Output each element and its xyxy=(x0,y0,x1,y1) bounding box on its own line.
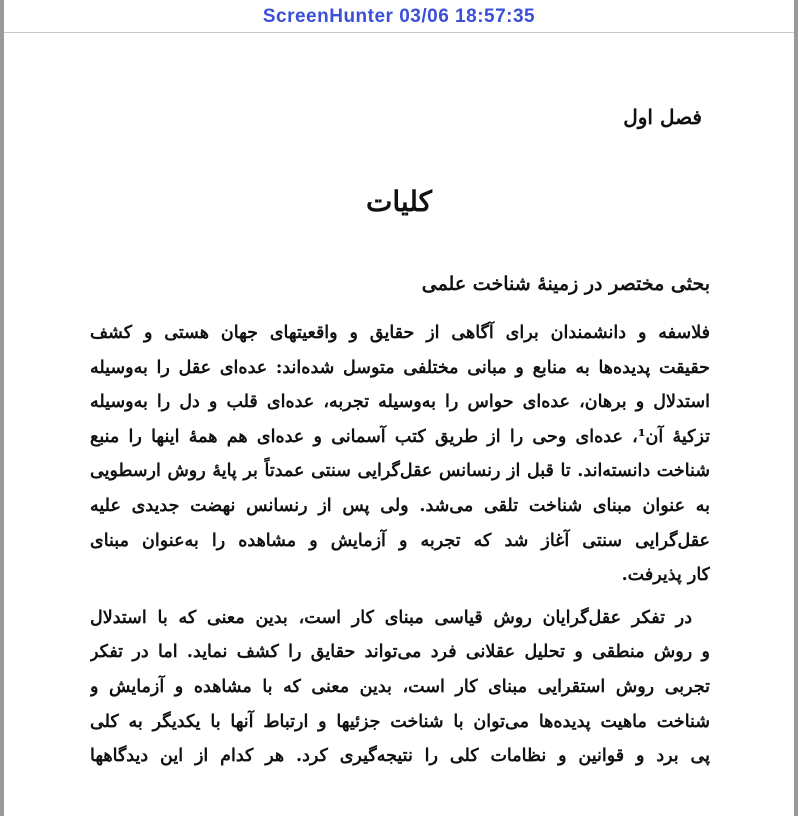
chapter-heading: فصل اول xyxy=(623,105,702,129)
paragraph-2-line: و روش منطقی و تحلیل عقلانی فرد می‌تواند حقایق را کشف نماید. اما در تفکر xyxy=(90,642,710,663)
scanned-page xyxy=(4,32,794,817)
window-right-border xyxy=(794,0,798,816)
paragraph-gap xyxy=(90,593,710,601)
screenhunter-watermark: ScreenHunter 03/06 18:57:35 xyxy=(262,6,536,27)
paragraph-1-line: به عنوان مبنای شناخت تلقی می‌شد. ولی پس از رنسانس نهضت جدیدی علیه xyxy=(90,495,710,516)
paragraph-2-line: در تفکر عقل‌گرایان روش قیاسی مبنای کار است، بدین معنی که با استدلال xyxy=(90,607,692,628)
paragraph-1-line: عقل‌گرایی سنتی آغاز شد که تجربه و آزمایش و مشاهده را به‌عنوان مبنای xyxy=(90,530,710,551)
paragraph-1-line: حقیقت پدیده‌ها به منابع و مبانی مختلفی متوسل شده‌اند: عده‌ای عقل را به‌وسیله xyxy=(90,357,710,378)
paragraph-1-line: کار پذیرفت. xyxy=(621,565,710,586)
paragraph-2-line: پی برد و قوانین و نظامات کلی را نتیجه‌گیری کرد. هر کدام از این دیدگاهها xyxy=(90,746,710,767)
paragraph-2-line: شناخت ماهیت پدیده‌ها می‌توان با شناخت جزئیها و ارتباط آنها با یکدیگر به کلی xyxy=(90,711,710,732)
paragraph-1-line: فلاسفه و دانشمندان برای آگاهی از حقایق و واقعیتهای جهان هستی و کشف xyxy=(90,323,710,343)
section-heading: بحثی مختصر در زمینهٔ شناخت علمی xyxy=(421,273,710,295)
body-text xyxy=(90,316,710,774)
paragraph-1-line: استدلال و برهان، عده‌ای حواس را به‌وسیله تجربه، عده‌ای قلب و دل را به‌وسیله xyxy=(90,392,710,413)
paragraph-1-line: شناخت دانسته‌اند. تا قبل از رنسانس عقل‌گرایی سنتی عمدتاً بر پایهٔ روش ارسطویی xyxy=(90,461,710,482)
paragraph-1-line: تزکیهٔ آن¹، عده‌ای وحی را از طریق کتب آسمانی و عده‌ای هم همهٔ اینها را منبع xyxy=(90,426,710,447)
paragraph-2-line: تجربی روش استقرایی مبنای کار است، بدین معنی که با مشاهده و آزمایش و xyxy=(90,676,710,697)
page-title: کلیات xyxy=(366,185,432,218)
